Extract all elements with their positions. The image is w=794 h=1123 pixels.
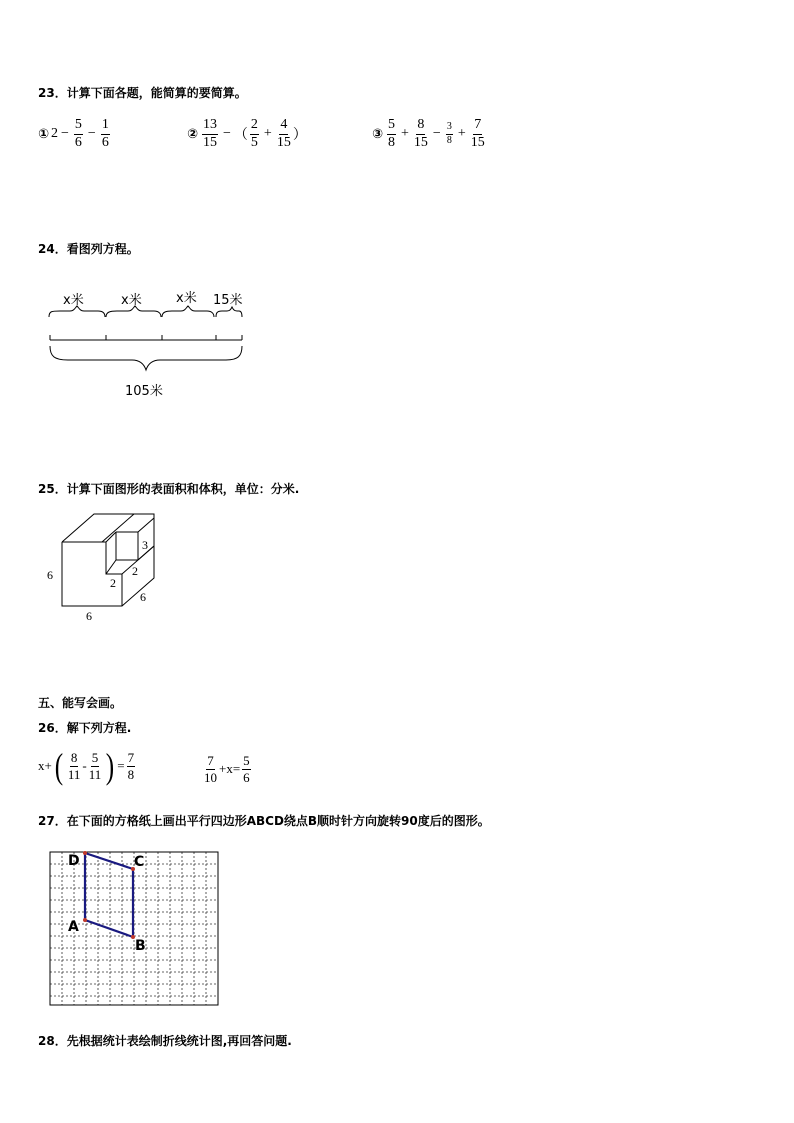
brace-3 — [162, 306, 214, 317]
q26-equation-1 — [38, 748, 137, 784]
right-paren: ) — [106, 746, 115, 786]
q24-segment-diagram — [40, 284, 260, 404]
cut-back-edges — [116, 532, 138, 560]
vertex-d — [83, 851, 87, 855]
cut-front-edges — [106, 542, 122, 574]
denominator: 10 — [204, 769, 217, 785]
fraction — [277, 118, 291, 150]
segment-label-1: x米 — [63, 293, 84, 308]
label-d: D — [68, 853, 80, 869]
cut-height-label: 3 — [142, 538, 148, 552]
brace-1 — [49, 306, 105, 317]
label-b: B — [135, 938, 146, 954]
numerator: 2 — [250, 118, 259, 135]
numerator: 5 — [387, 118, 396, 135]
cut-top-left-edge — [102, 514, 134, 542]
q23-e1-number: ① — [38, 126, 50, 142]
numerator: 3 — [446, 122, 453, 135]
q23-expression-2 — [187, 118, 307, 150]
numerator: 7 — [473, 118, 482, 135]
width-label: 6 — [86, 609, 92, 623]
fraction — [101, 118, 110, 150]
q23-e1-whole: 2 — [51, 126, 59, 142]
segment-label-2: x米 — [121, 293, 142, 308]
bottom-brace — [50, 346, 242, 370]
right-paren: ） — [292, 128, 307, 144]
fraction — [471, 118, 485, 150]
numerator: 8 — [416, 118, 425, 135]
q26-title: 26．解下列方程. — [38, 721, 132, 735]
denominator: 8 — [446, 134, 452, 146]
denominator: 6 — [74, 134, 82, 150]
segment-label-3: x米 — [176, 291, 197, 306]
numerator: 7 — [207, 753, 214, 768]
denominator: 8 — [388, 134, 396, 150]
numerator: 8 — [70, 749, 78, 765]
minus-sign: − — [223, 126, 231, 142]
cut-width-label: 2 — [110, 576, 116, 590]
denominator: 11 — [88, 766, 102, 782]
cube-drawing — [44, 508, 174, 628]
numerator: 13 — [202, 118, 218, 135]
denominator: 11 — [67, 766, 81, 782]
numerator: 5 — [74, 118, 83, 135]
minus-sign: − — [87, 126, 96, 142]
numerator: 5 — [91, 749, 99, 765]
q23-expression-3 — [372, 118, 487, 150]
q23-e2-number: ② — [187, 126, 199, 142]
height-label: 6 — [47, 568, 53, 582]
q27-grid-paper — [48, 850, 220, 1006]
q23-title: 23．计算下面各题，能简算的要简算。 — [38, 86, 247, 100]
q26-equation-2 — [202, 754, 253, 784]
numerator: 1 — [101, 118, 110, 135]
cut-depth-label: 2 — [132, 564, 138, 578]
fraction — [242, 754, 251, 784]
numerator: 4 — [279, 118, 288, 135]
denominator: 6 — [243, 769, 250, 785]
parallelogram-abcd — [85, 853, 133, 937]
brace-4 — [216, 307, 242, 317]
minus-sign: - — [82, 758, 87, 773]
fraction — [387, 118, 396, 150]
q24-title: 24．看图列方程。 — [38, 242, 139, 256]
vertex-a — [83, 918, 87, 922]
numerator: 7 — [127, 749, 135, 765]
q27-title: 27．在下面的方格纸上画出平行四边形ABCD绕点B顺时针方向旋转90度后的图形。 — [38, 814, 490, 828]
q25-title: 25．计算下面图形的表面积和体积，单位：分米. — [38, 482, 300, 496]
fraction — [250, 118, 259, 150]
plus-sign: + — [401, 126, 409, 142]
section-5-title: 五、能写会画。 — [38, 696, 123, 710]
denominator: 15 — [276, 134, 291, 150]
x-term: x+ — [38, 758, 52, 773]
plus-sign: + — [457, 126, 466, 142]
q23-expression-1 — [38, 118, 112, 150]
fraction — [446, 122, 453, 146]
label-a: A — [68, 919, 79, 935]
plus-x-equals: +x= — [219, 761, 241, 777]
fraction — [74, 118, 83, 150]
total-label: 105米 — [125, 384, 163, 399]
left-paren: （ — [233, 128, 248, 144]
brace-2 — [106, 306, 161, 317]
segment-label-4: 15米 — [213, 293, 243, 308]
denominator: 6 — [101, 134, 109, 150]
minus-sign: − — [432, 126, 441, 142]
q28-title: 28．先根据统计表绘制折线统计图,再回答问题. — [38, 1034, 292, 1048]
numerator: 5 — [243, 753, 250, 768]
equals-sign: = — [117, 758, 125, 773]
plus-sign: + — [263, 126, 272, 142]
fraction — [68, 751, 81, 781]
q23-e3-number: ③ — [372, 126, 384, 142]
minus-sign: − — [61, 126, 69, 142]
fraction — [202, 118, 218, 150]
denominator: 8 — [127, 766, 135, 782]
denominator: 15 — [470, 134, 485, 150]
q25-cube-figure — [44, 508, 174, 628]
denominator: 15 — [413, 134, 428, 150]
left-paren: ( — [54, 746, 64, 786]
depth-label: 6 — [140, 590, 146, 604]
fraction — [414, 118, 428, 150]
label-c: C — [134, 854, 145, 870]
fraction — [89, 751, 102, 781]
denominator: 15 — [203, 134, 218, 150]
denominator: 5 — [250, 134, 258, 150]
fraction — [127, 751, 136, 781]
fraction — [204, 754, 217, 784]
